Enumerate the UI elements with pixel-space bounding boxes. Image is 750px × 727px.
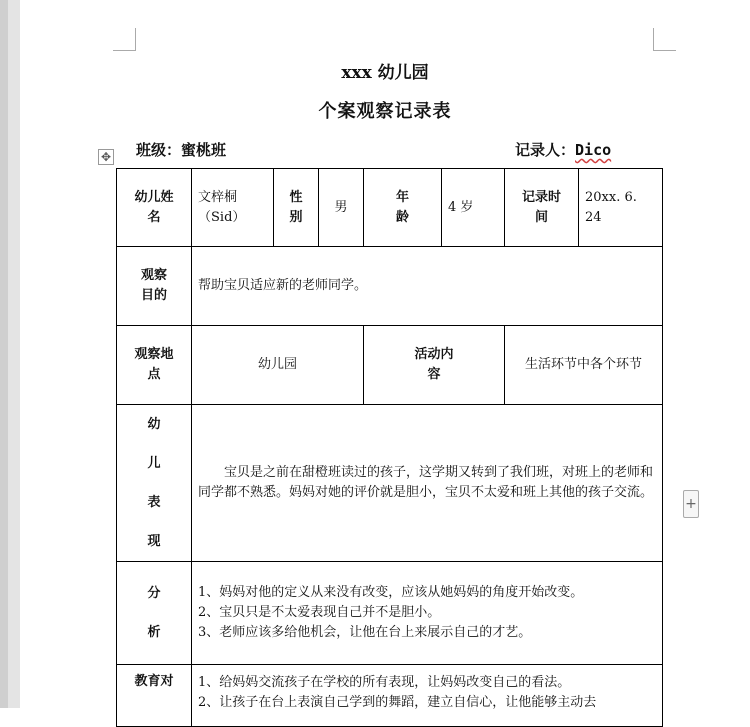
- window-gutter: [0, 0, 8, 708]
- record-date-label: 记录时 间: [505, 169, 579, 247]
- measures-list: [192, 665, 663, 727]
- gender-value: 男: [319, 169, 364, 247]
- age-value: 4 岁: [442, 169, 505, 247]
- child-name-value: 文梓桐（Sid）: [192, 169, 274, 247]
- activity-label: 活动内 容: [364, 326, 505, 405]
- table-row: [117, 247, 663, 326]
- activity-value: 生活环节中各个环节: [505, 326, 663, 405]
- class-info: [136, 139, 226, 160]
- window-gutter-edge: [8, 0, 20, 708]
- recorder-info: [515, 139, 611, 160]
- list-item: 2、让孩子在台上表演自己学到的舞蹈，建立自信心，让他能够主动去: [198, 695, 597, 710]
- child-name-label: 幼儿姓 名: [117, 169, 192, 247]
- location-value: 幼儿园: [192, 326, 364, 405]
- table-row: [117, 326, 663, 405]
- table-row: [117, 665, 663, 727]
- gender-label: 性 别: [274, 169, 319, 247]
- measures-label: 教育对: [117, 665, 192, 727]
- table-row: [117, 562, 663, 665]
- analysis-label: 分 析: [117, 562, 192, 665]
- analysis-list: [192, 562, 663, 665]
- purpose-value: 帮助宝贝适应新的老师同学。: [192, 247, 663, 326]
- location-label: 观察地 点: [117, 326, 192, 405]
- document-title: xxx 幼儿园: [341, 63, 429, 83]
- list-item: 3、老师应该多给他机会，让他在台上来展示自己的才艺。: [198, 625, 532, 640]
- list-item: 1、给妈妈交流孩子在学校的所有表现，让妈妈改变自己的看法。: [198, 675, 571, 690]
- class-label: 班级：: [136, 141, 182, 159]
- observation-table: [116, 168, 663, 727]
- class-value: 蜜桃班: [181, 141, 227, 159]
- document-subtitle: 个案观察记录表: [318, 101, 452, 122]
- table-move-handle-icon[interactable]: ✥: [98, 149, 114, 165]
- document-page: [20, 0, 750, 708]
- list-item: 1、妈妈对他的定义从来没有改变，应该从她妈妈的角度开始改变。: [198, 585, 584, 600]
- recorder-label: 记录人：: [515, 141, 576, 159]
- margin-corner-top-right: [653, 28, 676, 51]
- age-label: 年 龄: [364, 169, 442, 247]
- table-row: [117, 405, 663, 562]
- behavior-value: 宝贝是之前在甜橙班读过的孩子，这学期又转到了我们班，对班上的老师和同学都不熟悉。妈妈对她的评价就是胆小，宝贝不太爱和班上其他的孩子交流。: [192, 405, 663, 562]
- table-row: [117, 169, 663, 247]
- add-column-button[interactable]: +: [683, 490, 699, 518]
- recorder-value: Dico: [575, 141, 612, 159]
- margin-corner-top-left: [113, 28, 136, 51]
- purpose-label: 观察 目的: [117, 247, 192, 326]
- record-date-value: 20xx. 6. 24: [579, 169, 663, 247]
- list-item: 2、宝贝只是不太爱表现自己并不是胆小。: [198, 605, 441, 620]
- behavior-label: 幼 儿 表 现: [117, 405, 192, 562]
